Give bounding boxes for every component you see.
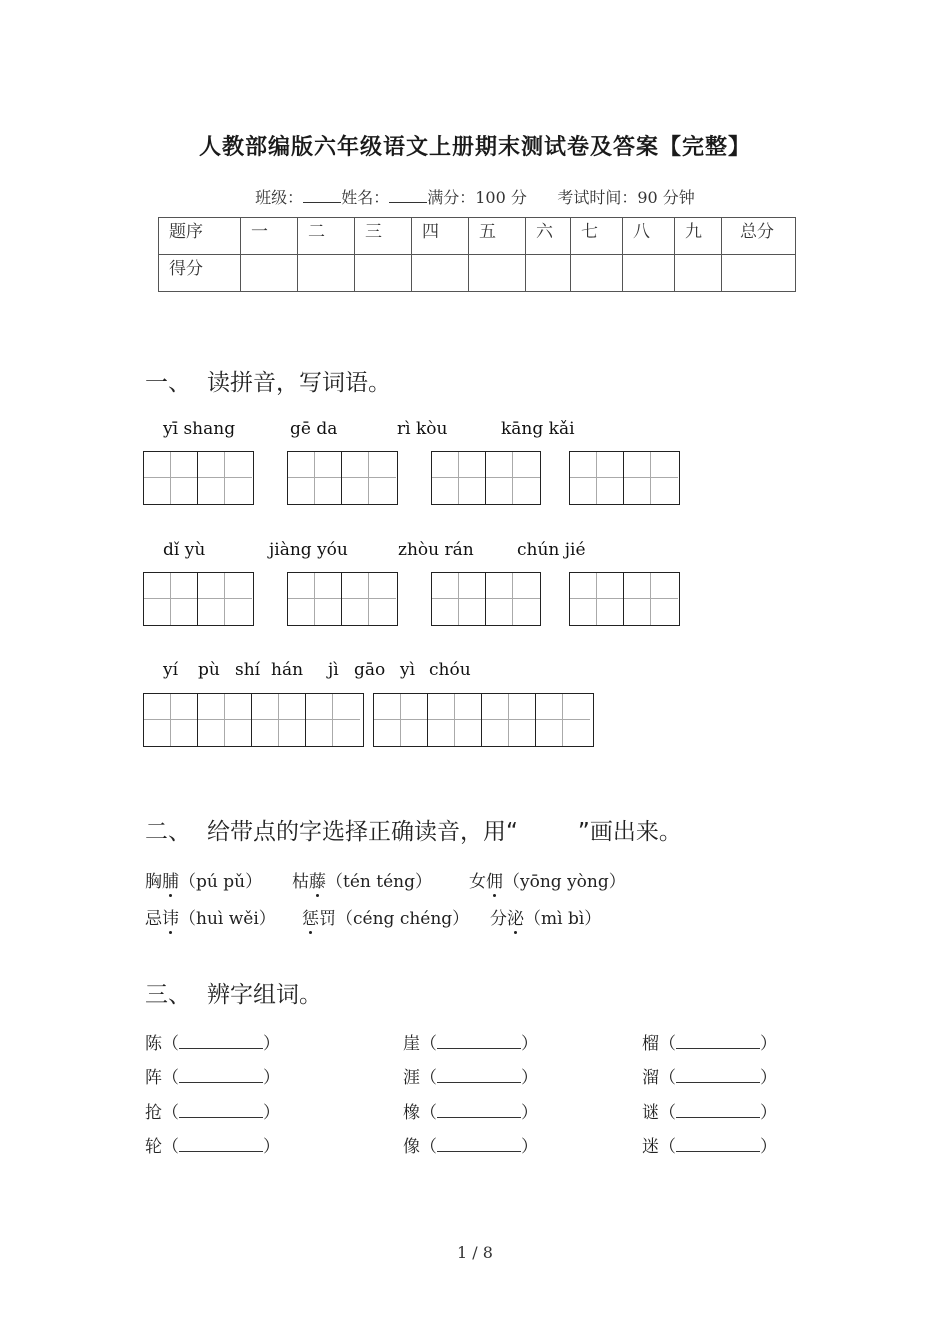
answer-blank[interactable] xyxy=(437,1103,521,1118)
score-cell[interactable] xyxy=(722,255,796,292)
pron-dotted-char: 脯 xyxy=(162,872,179,892)
score-cell[interactable] xyxy=(623,255,675,292)
grid-cell[interactable] xyxy=(198,694,252,746)
grid-cell[interactable] xyxy=(198,452,252,504)
score-header-cell: 九 xyxy=(675,218,722,255)
paren-open: （ xyxy=(659,1103,676,1123)
grid-cell[interactable] xyxy=(570,573,624,625)
pinyin-label: dǐ yù xyxy=(163,540,206,560)
grid-cell[interactable] xyxy=(482,694,536,746)
score-cell[interactable] xyxy=(675,255,722,292)
writing-grid[interactable] xyxy=(373,693,594,747)
writing-grid[interactable] xyxy=(431,572,541,626)
score-header-cell: 六 xyxy=(526,218,571,255)
pron-char: 分 xyxy=(490,909,507,929)
pron-options[interactable]: （huì wěi） xyxy=(179,909,276,929)
grid-cell[interactable] xyxy=(198,573,252,625)
answer-blank[interactable] xyxy=(676,1034,760,1049)
pron-item xyxy=(145,904,276,929)
paren-close: ） xyxy=(760,1068,777,1088)
score-cell[interactable] xyxy=(241,255,298,292)
grid-cell[interactable] xyxy=(432,452,486,504)
answer-blank[interactable] xyxy=(179,1034,263,1049)
pron-options[interactable]: （mì bì） xyxy=(524,909,602,929)
section-2-title-b: ”画出来。 xyxy=(577,819,682,845)
score-header-cell: 三 xyxy=(355,218,412,255)
paren-open: （ xyxy=(162,1137,179,1157)
grid-cell[interactable] xyxy=(570,452,624,504)
class-label: 班级： xyxy=(255,188,304,207)
answer-blank[interactable] xyxy=(179,1068,263,1083)
pron-item xyxy=(292,867,432,892)
pron-dotted-char: 惩 xyxy=(302,909,319,929)
word-char: 轮 xyxy=(145,1137,162,1157)
exam-info xyxy=(0,185,950,208)
word-char: 抢 xyxy=(145,1103,162,1123)
pinyin-syllable: chóu xyxy=(429,660,471,680)
paren-close: ） xyxy=(521,1103,538,1123)
paren-close: ） xyxy=(263,1068,280,1088)
grid-cell[interactable] xyxy=(144,573,198,625)
pron-char: 忌 xyxy=(145,909,162,929)
score-row xyxy=(159,255,796,292)
score-header-row xyxy=(159,218,796,255)
answer-blank[interactable] xyxy=(437,1137,521,1152)
score-cell[interactable] xyxy=(298,255,355,292)
section-1-heading xyxy=(145,364,391,397)
pinyin-syllable: pù xyxy=(198,660,220,680)
pinyin-syllable: hán xyxy=(271,660,304,680)
name-blank[interactable] xyxy=(389,190,427,203)
pinyin-syllable: jì xyxy=(328,660,339,680)
grid-cell[interactable] xyxy=(428,694,482,746)
grid-cell[interactable] xyxy=(624,452,678,504)
grid-cell[interactable] xyxy=(486,452,540,504)
exam-time: 考试时间：90 分钟 xyxy=(557,188,695,207)
paren-open: （ xyxy=(162,1068,179,1088)
writing-grid[interactable] xyxy=(143,572,254,626)
grid-cell[interactable] xyxy=(374,694,428,746)
word-char: 榴 xyxy=(642,1034,659,1054)
paren-open: （ xyxy=(420,1068,437,1088)
pinyin-syllable: yì xyxy=(400,660,416,680)
score-cell[interactable] xyxy=(412,255,469,292)
pron-char: 罚 xyxy=(319,909,336,929)
word-char: 橡 xyxy=(403,1103,420,1123)
grid-cell[interactable] xyxy=(252,694,306,746)
grid-cell[interactable] xyxy=(144,694,198,746)
writing-grid[interactable] xyxy=(143,693,364,747)
class-blank[interactable] xyxy=(303,190,341,203)
score-header-cell: 一 xyxy=(241,218,298,255)
paren-open: （ xyxy=(420,1137,437,1157)
section-2-heading xyxy=(145,813,682,846)
score-header-cell: 四 xyxy=(412,218,469,255)
paren-close: ） xyxy=(263,1103,280,1123)
score-row-label: 得分 xyxy=(159,255,241,292)
grid-cell[interactable] xyxy=(342,573,396,625)
section-3-title: 辨字组词。 xyxy=(207,982,322,1008)
paren-open: （ xyxy=(162,1034,179,1054)
pron-dotted-char: 藤 xyxy=(309,872,326,892)
pron-options[interactable]: （pú pǔ） xyxy=(179,872,263,892)
word-char: 溜 xyxy=(642,1068,659,1088)
word-char: 像 xyxy=(403,1137,420,1157)
grid-cell[interactable] xyxy=(288,452,342,504)
paren-open: （ xyxy=(659,1137,676,1157)
score-header-cell: 七 xyxy=(571,218,623,255)
pron-dotted-char: 讳 xyxy=(162,909,179,929)
word-group-item xyxy=(403,1132,538,1157)
paren-close: ） xyxy=(760,1034,777,1054)
word-char: 迷 xyxy=(642,1137,659,1157)
section-3-number: 三、 xyxy=(145,982,191,1008)
answer-blank[interactable] xyxy=(676,1137,760,1152)
grid-cell[interactable] xyxy=(486,573,540,625)
pron-item xyxy=(145,867,262,892)
grid-cell[interactable] xyxy=(144,452,198,504)
pinyin-label: jiàng yóu xyxy=(269,540,348,560)
answer-blank[interactable] xyxy=(437,1068,521,1083)
pron-item xyxy=(302,904,469,929)
grid-cell[interactable] xyxy=(624,573,678,625)
word-char: 涯 xyxy=(403,1068,420,1088)
answer-blank[interactable] xyxy=(676,1103,760,1118)
paren-close: ） xyxy=(521,1034,538,1054)
word-group-item xyxy=(145,1132,280,1157)
pron-item xyxy=(469,867,626,892)
pron-char: 胸 xyxy=(145,872,162,892)
word-char: 陈 xyxy=(145,1034,162,1054)
answer-blank[interactable] xyxy=(676,1068,760,1083)
score-header-cell: 总分 xyxy=(722,218,796,255)
section-1-title: 读拼音，写词语。 xyxy=(207,370,391,396)
paren-open: （ xyxy=(659,1034,676,1054)
pinyin-label: yī shang xyxy=(163,419,236,439)
word-char: 谜 xyxy=(642,1103,659,1123)
word-group-item xyxy=(642,1029,777,1054)
pron-char: 枯 xyxy=(292,872,309,892)
word-group-item xyxy=(403,1029,538,1054)
word-char: 崖 xyxy=(403,1034,420,1054)
score-cell[interactable] xyxy=(571,255,623,292)
pinyin-syllable: shí xyxy=(235,660,261,680)
paren-open: （ xyxy=(420,1034,437,1054)
section-2-number: 二、 xyxy=(145,819,191,845)
pron-options[interactable]: （yōng yòng） xyxy=(503,872,626,892)
grid-cell[interactable] xyxy=(342,452,396,504)
word-group-item xyxy=(145,1063,280,1088)
name-label: 姓名： xyxy=(341,188,390,207)
score-header-cell: 二 xyxy=(298,218,355,255)
writing-grid[interactable] xyxy=(569,451,680,505)
paren-close: ） xyxy=(760,1103,777,1123)
word-group-item xyxy=(642,1063,777,1088)
word-group-item xyxy=(403,1098,538,1123)
score-cell[interactable] xyxy=(469,255,526,292)
page-number: 1 / 8 xyxy=(457,1243,493,1262)
pinyin-syllable: yí xyxy=(163,660,179,680)
paren-close: ） xyxy=(521,1068,538,1088)
paren-close: ） xyxy=(521,1137,538,1157)
pron-char: 女 xyxy=(469,872,486,892)
page-title: 人教部编版六年级语文上册期末测试卷及答案【完整】 xyxy=(198,135,751,160)
writing-grid[interactable] xyxy=(287,572,398,626)
score-header-cell: 五 xyxy=(469,218,526,255)
paren-close: ） xyxy=(263,1137,280,1157)
score-header-cell: 八 xyxy=(623,218,675,255)
full-score: 满分：100 分 xyxy=(427,188,527,207)
pinyin-label: gē da xyxy=(290,419,338,439)
paren-close: ） xyxy=(760,1137,777,1157)
word-char: 阵 xyxy=(145,1068,162,1088)
grid-cell[interactable] xyxy=(306,694,360,746)
grid-cell[interactable] xyxy=(288,573,342,625)
pinyin-label: chún jié xyxy=(517,540,586,560)
word-group-item xyxy=(642,1098,777,1123)
score-table xyxy=(158,217,796,292)
score-cell[interactable] xyxy=(355,255,412,292)
writing-grid[interactable] xyxy=(143,451,254,505)
grid-cell[interactable] xyxy=(432,573,486,625)
score-header-cell: 题序 xyxy=(159,218,241,255)
answer-blank[interactable] xyxy=(179,1103,263,1118)
pinyin-label: rì kòu xyxy=(397,419,448,439)
writing-grid[interactable] xyxy=(287,451,398,505)
word-group-item xyxy=(403,1063,538,1088)
pinyin-label: zhòu rán xyxy=(398,540,474,560)
writing-grid[interactable] xyxy=(569,572,680,626)
pron-item xyxy=(490,904,601,929)
word-group-item xyxy=(145,1098,280,1123)
paren-open: （ xyxy=(659,1068,676,1088)
pinyin-label: kāng kǎi xyxy=(501,419,575,439)
paren-open: （ xyxy=(420,1103,437,1123)
pron-options[interactable]: （tén téng） xyxy=(326,872,432,892)
paren-close: ） xyxy=(263,1034,280,1054)
paren-open: （ xyxy=(162,1103,179,1123)
score-cell[interactable] xyxy=(526,255,571,292)
pron-dotted-char: 泌 xyxy=(507,909,524,929)
answer-blank[interactable] xyxy=(437,1034,521,1049)
answer-blank[interactable] xyxy=(179,1137,263,1152)
writing-grid[interactable] xyxy=(431,451,541,505)
word-group-item xyxy=(642,1132,777,1157)
pron-options[interactable]: （céng chéng） xyxy=(336,909,470,929)
pinyin-syllable: gāo xyxy=(354,660,386,680)
section-1-number: 一、 xyxy=(145,370,191,396)
section-3-heading xyxy=(145,976,322,1009)
word-group-item xyxy=(145,1029,280,1054)
section-2-title-a: 给带点的字选择正确读音，用“ xyxy=(207,819,518,845)
grid-cell[interactable] xyxy=(536,694,590,746)
pron-dotted-char: 佣 xyxy=(486,872,503,892)
